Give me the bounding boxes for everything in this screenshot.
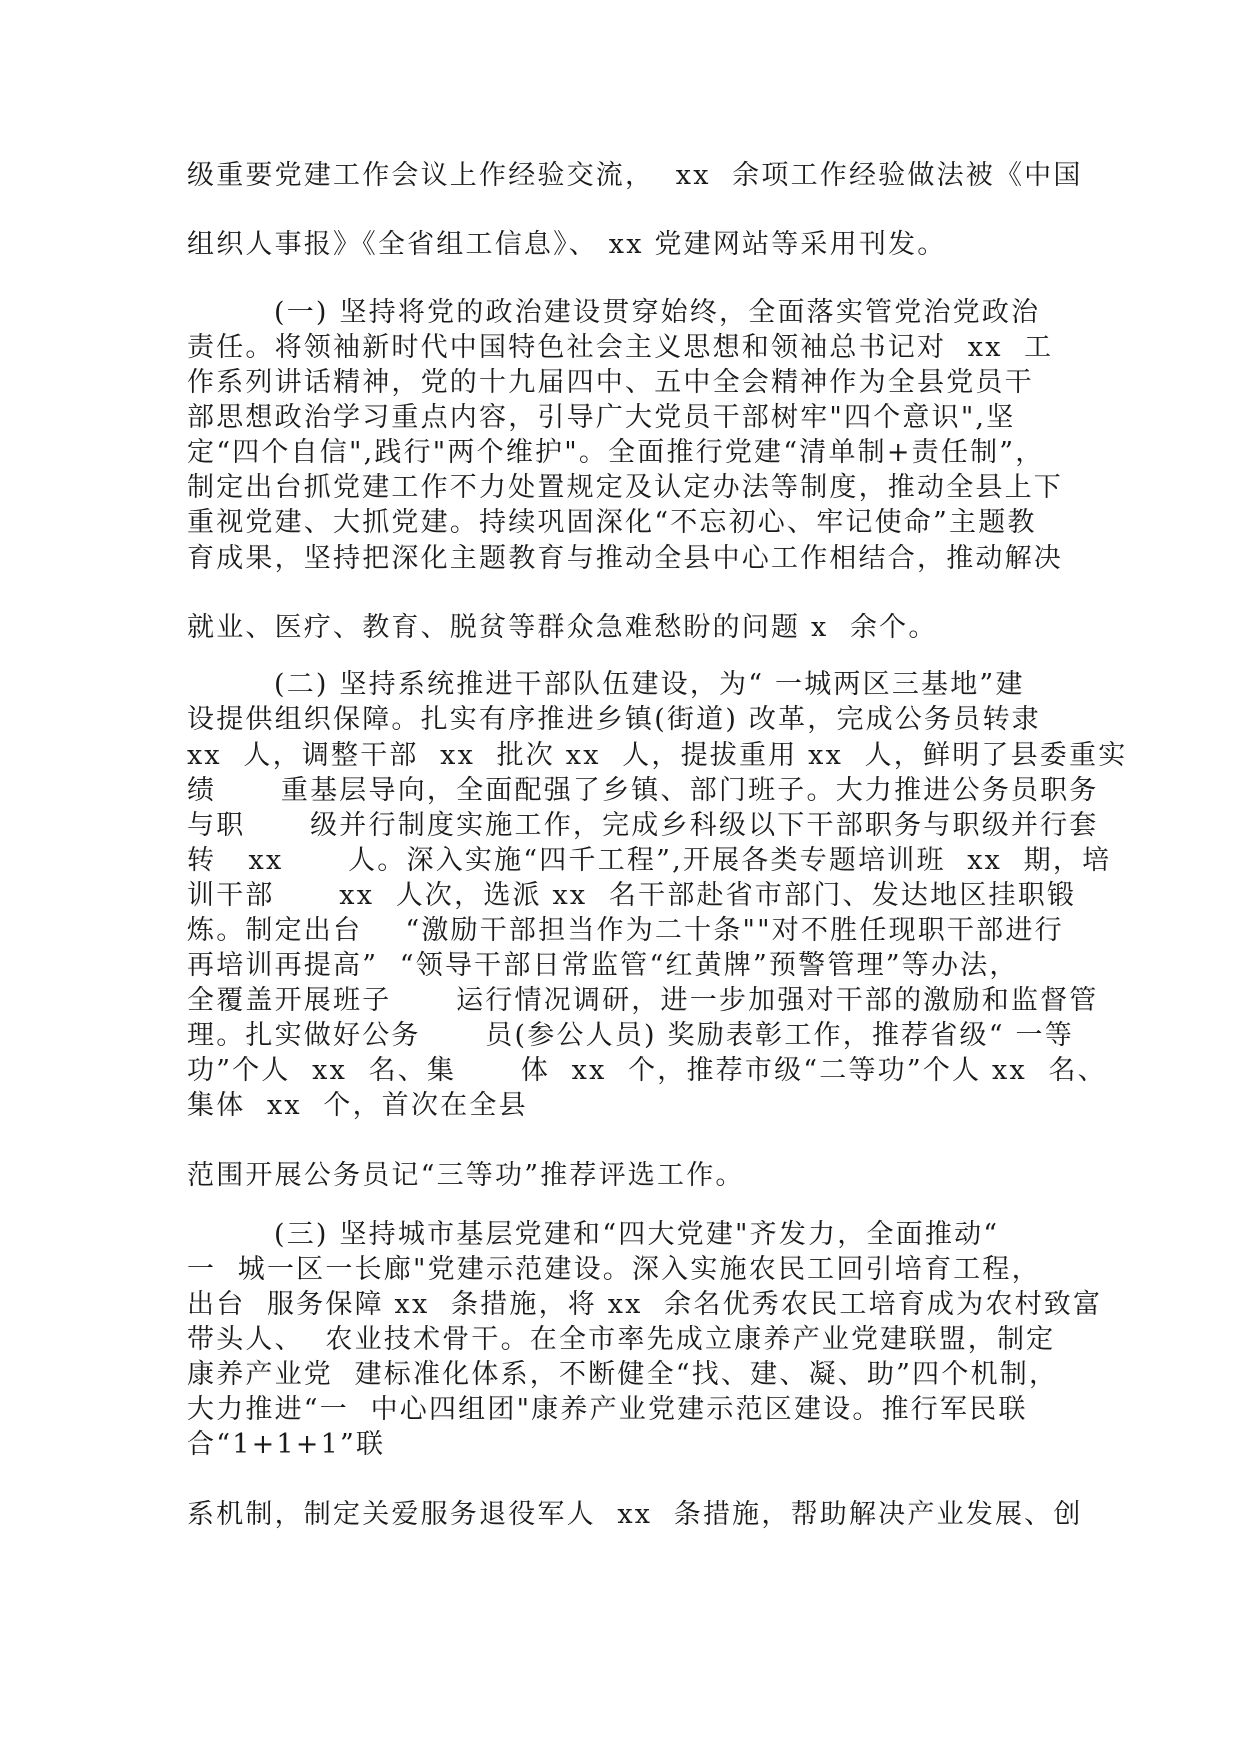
text-line: 全覆盖开展班子 运行情况调研，进一步加强对干部的激励和监督管 (187, 985, 1099, 1016)
text-line: 级重要党建工作会议上作经验交流， xx 余项工作经验做法被《中国 (187, 160, 1083, 191)
text-line: 功”个人 xx 名、集 体 xx 个，推荐市级“二等功”个人 xx 名、 (187, 1055, 1107, 1086)
text-line: 重视党建、大抓党建。持续巩固深化“不忘初心、牢记使命”主题教 (187, 507, 1037, 538)
text-line: 作系列讲话精神，党的十九届四中、五中全会精神作为全县党员干 (187, 367, 1034, 398)
text-line: 设提供组织保障。扎实有序推进乡镇(街道) 改革，完成公务员转隶 (187, 704, 1041, 735)
text-line: 系机制，制定关爱服务退役军人 xx 条措施，帮助解决产业发展、创 (187, 1499, 1083, 1530)
text-line: 定“四个自信",践行"两个维护"。全面推行党建“清单制+责任制”， (187, 437, 1045, 468)
paragraph-heading-1: (一) 坚持将党的政治建设贯穿始终，全面落实管党治党政治 (274, 297, 1041, 328)
text-line: 与职 级并行制度实施工作，完成乡科级以下干部职务与职级并行套 (187, 810, 1099, 841)
paragraph-heading-3: (三) 坚持城市基层党建和“四大党建"齐发力，全面推动“ (274, 1219, 1000, 1250)
text-line: 一 城一区一长廊"党建示范建设。深入实施农民工回引培育工程， (187, 1254, 1041, 1285)
text-line: 绩 重基层导向，全面配强了乡镇、部门班子。大力推进公务员职务 (187, 775, 1099, 806)
paragraph-heading-2: (二) 坚持系统推进干部队伍建设，为“ 一城两区三基地”建 (274, 669, 1025, 700)
text-line: 部思想政治学习重点内容，引导广大党员干部树牢"四个意识",坚 (187, 402, 1016, 433)
text-line: 大力推进“一 中心四组团"康养产业党建示范区建设。推行军民联 (187, 1394, 1028, 1425)
text-line: 范围开展公务员记“三等功”推荐评选工作。 (187, 1160, 745, 1191)
text-line: xx 人，调整干部 xx 批次 xx 人，提拔重用 xx 人，鲜明了县委重实 (187, 740, 1128, 771)
text-line: 合“1+1+1”联 (187, 1429, 386, 1460)
text-line: 康养产业党 建标准化体系，不断健全“找、建、凝、助”四个机制， (187, 1359, 1059, 1390)
text-line: 带头人、 农业技术骨干。在全市率先成立康养产业党建联盟，制定 (187, 1324, 1056, 1355)
text-line: 理。扎实做好公务 员(参公人员) 奖励表彰工作，推荐省级“ 一等 (187, 1020, 1074, 1051)
text-line: 集体 xx 个，首次在全县 (187, 1090, 528, 1121)
text-line: 制定出台抓党建工作不力处置规定及认定办法等制度，推动全县上下 (187, 472, 1063, 503)
text-line: 转 xx 人。深入实施“四千工程”,开展各类专题培训班 xx 期，培 (187, 845, 1112, 876)
text-line: 炼。制定出台 “激励干部担当作为二十条""对不胜任现职干部进行 (187, 915, 1064, 946)
text-line: 责任。将领袖新时代中国特色社会主义思想和领袖总书记对 xx 工 (187, 332, 1054, 363)
text-line: 组织人事报》《全省组工信息》、 xx 党建网站等采用刊发。 (187, 229, 947, 260)
text-line: 就业、医疗、教育、脱贫等群众急难愁盼的问题 x 余个。 (187, 612, 938, 643)
text-line: 育成果，坚持把深化主题教育与推动全县中心工作相结合，推动解决 (187, 543, 1063, 574)
text-line: 训干部 xx 人次，选派 xx 名干部赴省市部门、发达地区挂职锻 (187, 880, 1077, 911)
text-line: 出台 服务保障 xx 条措施，将 xx 余名优秀农民工培育成为农村致富 (187, 1289, 1103, 1320)
text-line: 再培训再提高” “领导干部日常监管“红黄牌”预警管理”等办法， (187, 950, 1019, 981)
